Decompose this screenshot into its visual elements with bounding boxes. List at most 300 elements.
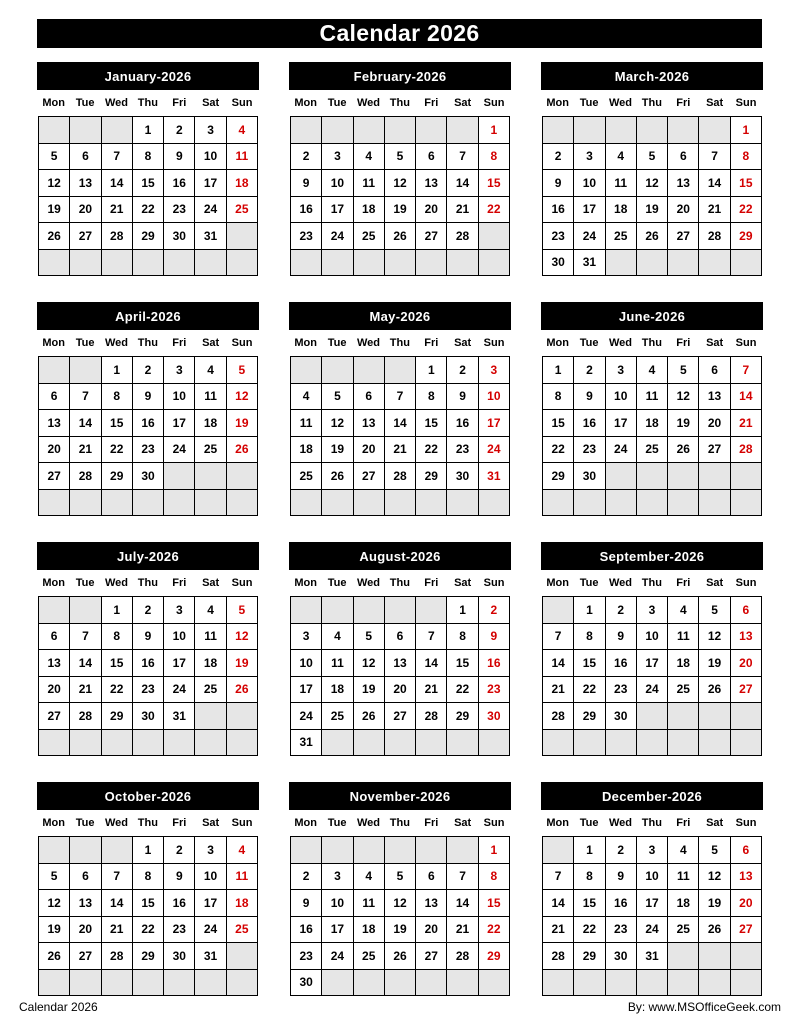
weekday-label: Wed <box>104 817 128 829</box>
empty-day-cell <box>574 730 605 757</box>
empty-day-cell <box>416 597 447 624</box>
empty-day-cell <box>164 463 195 490</box>
day-cell: 6 <box>385 624 416 651</box>
empty-day-cell <box>699 943 730 970</box>
empty-day-cell <box>447 730 478 757</box>
day-cell: 21 <box>70 677 101 704</box>
empty-day-cell <box>195 463 226 490</box>
day-cell: 24 <box>195 197 226 224</box>
day-cell: 26 <box>39 223 70 250</box>
empty-day-cell <box>39 117 70 144</box>
day-cell: 4 <box>291 384 322 411</box>
empty-day-cell <box>102 837 133 864</box>
day-cell: 17 <box>322 197 353 224</box>
empty-day-cell <box>606 117 637 144</box>
weekday-label: Tue <box>75 337 95 349</box>
weekday-label: Sun <box>735 97 757 109</box>
day-cell: 15 <box>479 890 510 917</box>
weekday-header-row <box>38 330 259 356</box>
day-cell: 5 <box>39 144 70 171</box>
weekday-label: Sat <box>202 337 220 349</box>
empty-day-cell <box>322 730 353 757</box>
weekday-label: Mon <box>294 817 317 829</box>
day-cell: 30 <box>606 943 637 970</box>
day-cell: 18 <box>354 917 385 944</box>
weekday-label: Sat <box>706 577 724 589</box>
empty-day-cell <box>731 970 762 997</box>
day-cell: 24 <box>291 703 322 730</box>
weekday-label: Wed <box>356 97 380 109</box>
day-cell: 3 <box>164 597 195 624</box>
day-cell: 17 <box>322 917 353 944</box>
weekday-label: Fri <box>172 577 187 589</box>
empty-day-cell <box>133 970 164 997</box>
empty-day-cell <box>70 837 101 864</box>
weekday-label: Sat <box>706 817 724 829</box>
day-cell: 29 <box>731 223 762 250</box>
empty-day-cell <box>668 730 699 757</box>
day-cell: 19 <box>322 437 353 464</box>
day-cell: 6 <box>39 624 70 651</box>
day-cell: 12 <box>668 384 699 411</box>
day-cell: 14 <box>416 650 447 677</box>
day-cell: 23 <box>479 677 510 704</box>
empty-day-cell <box>291 117 322 144</box>
day-cell: 17 <box>195 890 226 917</box>
empty-day-cell <box>385 970 416 997</box>
day-cell: 28 <box>699 223 730 250</box>
day-cell: 9 <box>133 624 164 651</box>
month-title: November-2026 <box>289 782 511 810</box>
day-cell: 24 <box>164 677 195 704</box>
day-cell: 23 <box>133 437 164 464</box>
day-cell: 8 <box>574 624 605 651</box>
day-cell: 12 <box>385 170 416 197</box>
day-cell: 12 <box>227 624 258 651</box>
day-cell: 1 <box>479 837 510 864</box>
day-cell: 26 <box>699 917 730 944</box>
day-cell: 27 <box>731 917 762 944</box>
weekday-label: Thu <box>389 337 410 349</box>
day-cell: 1 <box>133 837 164 864</box>
weekday-label: Mon <box>546 817 569 829</box>
empty-day-cell <box>543 597 574 624</box>
day-cell: 4 <box>606 144 637 171</box>
weekday-label: Thu <box>641 577 662 589</box>
empty-day-cell <box>606 730 637 757</box>
empty-day-cell <box>543 490 574 517</box>
empty-day-cell <box>227 943 258 970</box>
day-cell: 23 <box>543 223 574 250</box>
empty-day-cell <box>606 250 637 277</box>
day-cell: 4 <box>354 144 385 171</box>
day-cell: 4 <box>668 837 699 864</box>
day-cell: 11 <box>291 410 322 437</box>
footer-left-text: Calendar 2026 <box>19 1000 98 1014</box>
day-cell: 13 <box>385 650 416 677</box>
day-cell: 12 <box>322 410 353 437</box>
empty-day-cell <box>637 117 668 144</box>
month-block <box>37 542 259 756</box>
empty-day-cell <box>133 730 164 757</box>
day-cell: 15 <box>102 410 133 437</box>
day-cell: 4 <box>195 597 226 624</box>
empty-day-cell <box>322 250 353 277</box>
day-cell: 8 <box>543 384 574 411</box>
day-cell: 23 <box>447 437 478 464</box>
weekday-header-row <box>38 90 259 116</box>
day-cell: 16 <box>291 197 322 224</box>
day-cell: 1 <box>102 357 133 384</box>
day-cell: 9 <box>291 170 322 197</box>
day-cell: 28 <box>416 703 447 730</box>
day-cell: 15 <box>447 650 478 677</box>
day-cell: 17 <box>195 170 226 197</box>
day-cell: 16 <box>164 170 195 197</box>
day-cell: 5 <box>354 624 385 651</box>
day-grid <box>542 356 762 516</box>
month-title: March-2026 <box>541 62 763 90</box>
day-cell: 28 <box>102 943 133 970</box>
day-cell: 25 <box>291 463 322 490</box>
day-cell: 19 <box>227 410 258 437</box>
day-cell: 31 <box>195 943 226 970</box>
weekday-label: Thu <box>389 577 410 589</box>
day-cell: 13 <box>416 890 447 917</box>
month-block <box>37 782 259 996</box>
day-cell: 4 <box>637 357 668 384</box>
day-grid <box>542 596 762 756</box>
day-cell: 22 <box>543 437 574 464</box>
day-cell: 21 <box>731 410 762 437</box>
empty-day-cell <box>195 970 226 997</box>
day-cell: 12 <box>39 890 70 917</box>
empty-day-cell <box>543 117 574 144</box>
month-title: February-2026 <box>289 62 511 90</box>
weekday-label: Sun <box>231 337 253 349</box>
day-cell: 8 <box>102 384 133 411</box>
day-cell: 13 <box>416 170 447 197</box>
day-cell: 30 <box>164 223 195 250</box>
day-cell: 25 <box>195 677 226 704</box>
empty-day-cell <box>354 250 385 277</box>
day-cell: 11 <box>354 170 385 197</box>
empty-day-cell <box>574 117 605 144</box>
day-cell: 15 <box>574 890 605 917</box>
day-cell: 2 <box>164 837 195 864</box>
empty-day-cell <box>354 597 385 624</box>
day-cell: 2 <box>133 357 164 384</box>
day-cell: 2 <box>164 117 195 144</box>
day-cell: 5 <box>668 357 699 384</box>
day-cell: 3 <box>291 624 322 651</box>
empty-day-cell <box>385 117 416 144</box>
empty-day-cell <box>39 730 70 757</box>
day-cell: 26 <box>354 703 385 730</box>
day-cell: 14 <box>102 890 133 917</box>
day-cell: 22 <box>479 197 510 224</box>
day-cell: 19 <box>668 410 699 437</box>
day-cell: 13 <box>731 624 762 651</box>
day-cell: 18 <box>227 890 258 917</box>
day-grid <box>542 836 762 996</box>
day-cell: 23 <box>291 223 322 250</box>
day-cell: 30 <box>291 970 322 997</box>
day-cell: 27 <box>416 943 447 970</box>
weekday-label: Mon <box>294 577 317 589</box>
weekday-label: Thu <box>137 97 158 109</box>
day-cell: 10 <box>164 624 195 651</box>
empty-day-cell <box>322 837 353 864</box>
empty-day-cell <box>447 250 478 277</box>
day-cell: 22 <box>447 677 478 704</box>
day-cell: 30 <box>447 463 478 490</box>
day-cell: 29 <box>133 223 164 250</box>
day-cell: 21 <box>416 677 447 704</box>
empty-day-cell <box>479 223 510 250</box>
day-cell: 7 <box>447 864 478 891</box>
day-cell: 16 <box>543 197 574 224</box>
weekday-label: Wed <box>608 577 632 589</box>
empty-day-cell <box>39 597 70 624</box>
empty-day-cell <box>447 837 478 864</box>
month-block <box>289 302 511 516</box>
weekday-label: Thu <box>137 577 158 589</box>
empty-day-cell <box>102 490 133 517</box>
day-cell: 26 <box>637 223 668 250</box>
day-cell: 18 <box>668 890 699 917</box>
day-cell: 6 <box>416 864 447 891</box>
empty-day-cell <box>479 730 510 757</box>
empty-day-cell <box>102 250 133 277</box>
day-cell: 14 <box>447 890 478 917</box>
weekday-label: Mon <box>42 337 65 349</box>
empty-day-cell <box>322 597 353 624</box>
day-cell: 10 <box>322 890 353 917</box>
empty-day-cell <box>574 970 605 997</box>
day-cell: 26 <box>227 437 258 464</box>
day-cell: 5 <box>322 384 353 411</box>
day-cell: 21 <box>447 197 478 224</box>
day-cell: 24 <box>322 223 353 250</box>
empty-day-cell <box>39 357 70 384</box>
month-block <box>541 542 763 756</box>
empty-day-cell <box>479 490 510 517</box>
day-cell: 20 <box>416 197 447 224</box>
empty-day-cell <box>70 970 101 997</box>
day-cell: 21 <box>447 917 478 944</box>
day-cell: 29 <box>543 463 574 490</box>
day-cell: 16 <box>447 410 478 437</box>
day-cell: 31 <box>574 250 605 277</box>
day-cell: 30 <box>479 703 510 730</box>
day-cell: 18 <box>637 410 668 437</box>
day-cell: 6 <box>70 144 101 171</box>
day-cell: 2 <box>133 597 164 624</box>
day-cell: 27 <box>385 703 416 730</box>
day-cell: 13 <box>354 410 385 437</box>
day-cell: 31 <box>291 730 322 757</box>
weekday-header-row <box>542 570 763 596</box>
weekday-label: Thu <box>389 97 410 109</box>
day-cell: 14 <box>70 410 101 437</box>
weekday-label: Fri <box>676 97 691 109</box>
month-block <box>541 62 763 276</box>
weekday-label: Sat <box>454 817 472 829</box>
day-cell: 15 <box>102 650 133 677</box>
day-cell: 12 <box>637 170 668 197</box>
day-cell: 11 <box>195 384 226 411</box>
weekday-label: Sat <box>454 97 472 109</box>
day-cell: 7 <box>385 384 416 411</box>
day-cell: 6 <box>70 864 101 891</box>
weekday-label: Wed <box>104 97 128 109</box>
day-cell: 17 <box>164 410 195 437</box>
day-cell: 29 <box>416 463 447 490</box>
empty-day-cell <box>354 730 385 757</box>
empty-day-cell <box>354 837 385 864</box>
day-cell: 9 <box>574 384 605 411</box>
day-cell: 13 <box>39 650 70 677</box>
day-cell: 7 <box>416 624 447 651</box>
empty-day-cell <box>291 597 322 624</box>
day-cell: 13 <box>70 890 101 917</box>
day-cell: 15 <box>479 170 510 197</box>
empty-day-cell <box>668 490 699 517</box>
day-cell: 11 <box>668 864 699 891</box>
day-cell: 19 <box>699 650 730 677</box>
empty-day-cell <box>291 250 322 277</box>
weekday-label: Wed <box>608 97 632 109</box>
weekday-label: Fri <box>172 817 187 829</box>
weekday-label: Sat <box>454 337 472 349</box>
weekday-label: Tue <box>75 817 95 829</box>
empty-day-cell <box>668 463 699 490</box>
empty-day-cell <box>574 490 605 517</box>
weekday-label: Tue <box>327 337 347 349</box>
day-cell: 18 <box>195 410 226 437</box>
empty-day-cell <box>322 357 353 384</box>
day-cell: 28 <box>447 943 478 970</box>
weekday-label: Mon <box>546 577 569 589</box>
day-cell: 2 <box>574 357 605 384</box>
empty-day-cell <box>606 490 637 517</box>
empty-day-cell <box>699 117 730 144</box>
day-cell: 5 <box>227 597 258 624</box>
weekday-header-row <box>290 90 511 116</box>
day-cell: 20 <box>39 437 70 464</box>
day-cell: 25 <box>606 223 637 250</box>
empty-day-cell <box>668 970 699 997</box>
day-cell: 29 <box>102 463 133 490</box>
day-cell: 22 <box>479 917 510 944</box>
day-cell: 16 <box>133 410 164 437</box>
empty-day-cell <box>447 970 478 997</box>
empty-day-cell <box>322 117 353 144</box>
empty-day-cell <box>385 730 416 757</box>
empty-day-cell <box>385 250 416 277</box>
weekday-label: Thu <box>641 817 662 829</box>
day-cell: 22 <box>574 917 605 944</box>
day-cell: 3 <box>322 144 353 171</box>
day-cell: 8 <box>731 144 762 171</box>
day-cell: 10 <box>322 170 353 197</box>
day-cell: 5 <box>699 597 730 624</box>
day-cell: 2 <box>606 837 637 864</box>
day-cell: 22 <box>731 197 762 224</box>
day-cell: 21 <box>543 677 574 704</box>
weekday-label: Mon <box>294 337 317 349</box>
empty-day-cell <box>731 730 762 757</box>
day-cell: 16 <box>606 650 637 677</box>
day-cell: 7 <box>70 384 101 411</box>
day-cell: 21 <box>70 437 101 464</box>
empty-day-cell <box>164 490 195 517</box>
day-cell: 24 <box>479 437 510 464</box>
day-cell: 15 <box>133 170 164 197</box>
weekday-label: Sat <box>454 577 472 589</box>
day-cell: 17 <box>637 650 668 677</box>
day-cell: 27 <box>699 437 730 464</box>
month-title: June-2026 <box>541 302 763 330</box>
day-cell: 25 <box>637 437 668 464</box>
weekday-label: Sat <box>202 577 220 589</box>
day-cell: 16 <box>606 890 637 917</box>
day-cell: 28 <box>543 943 574 970</box>
month-title: December-2026 <box>541 782 763 810</box>
day-cell: 6 <box>668 144 699 171</box>
empty-day-cell <box>102 730 133 757</box>
day-cell: 21 <box>699 197 730 224</box>
day-cell: 4 <box>668 597 699 624</box>
empty-day-cell <box>227 463 258 490</box>
day-cell: 5 <box>637 144 668 171</box>
day-cell: 11 <box>195 624 226 651</box>
empty-day-cell <box>133 250 164 277</box>
day-cell: 3 <box>195 117 226 144</box>
month-block <box>37 302 259 516</box>
empty-day-cell <box>637 703 668 730</box>
day-grid <box>290 116 510 276</box>
day-cell: 20 <box>416 917 447 944</box>
weekday-header-row <box>290 330 511 356</box>
day-cell: 8 <box>416 384 447 411</box>
day-cell: 26 <box>227 677 258 704</box>
day-grid <box>290 836 510 996</box>
day-cell: 10 <box>164 384 195 411</box>
empty-day-cell <box>637 490 668 517</box>
weekday-label: Fri <box>172 337 187 349</box>
month-title: September-2026 <box>541 542 763 570</box>
day-cell: 11 <box>322 650 353 677</box>
day-cell: 13 <box>731 864 762 891</box>
day-cell: 30 <box>133 463 164 490</box>
day-cell: 10 <box>195 864 226 891</box>
day-cell: 25 <box>668 677 699 704</box>
day-cell: 12 <box>699 864 730 891</box>
day-cell: 29 <box>133 943 164 970</box>
day-cell: 14 <box>70 650 101 677</box>
weekday-label: Sun <box>231 817 253 829</box>
empty-day-cell <box>322 490 353 517</box>
day-cell: 6 <box>699 357 730 384</box>
empty-day-cell <box>699 250 730 277</box>
empty-day-cell <box>102 117 133 144</box>
day-grid <box>38 116 258 276</box>
day-cell: 14 <box>731 384 762 411</box>
day-cell: 25 <box>227 917 258 944</box>
empty-day-cell <box>354 357 385 384</box>
